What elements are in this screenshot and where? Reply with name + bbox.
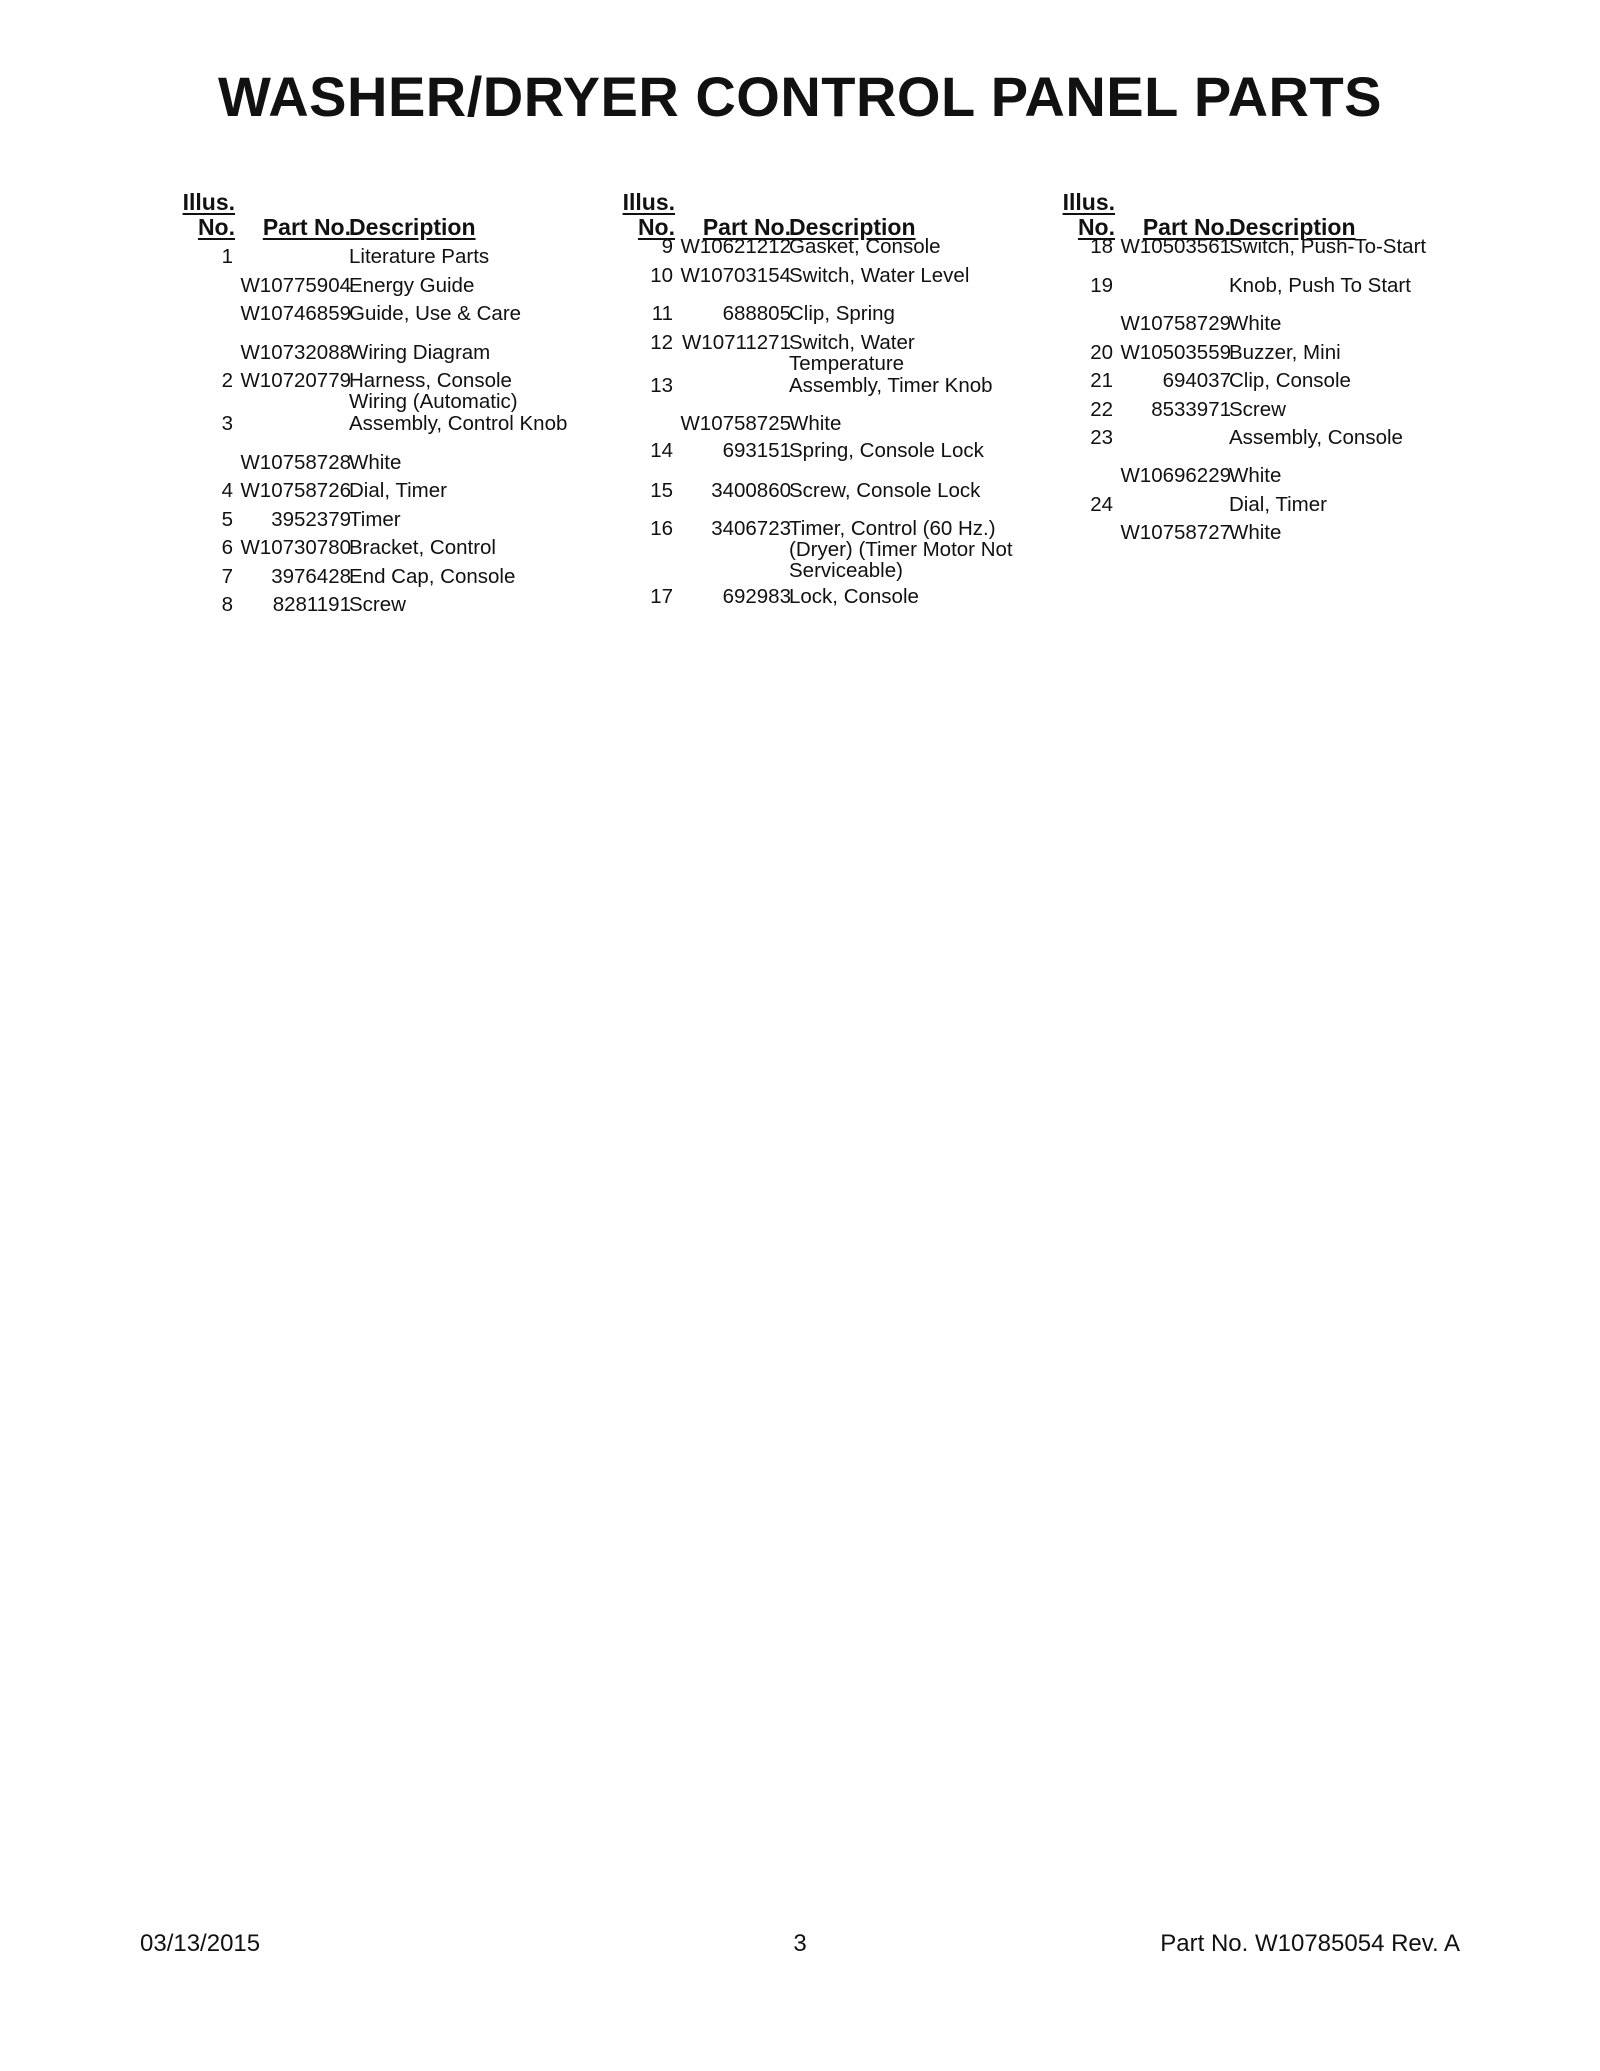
- illus-header-line2: No.: [197, 214, 235, 240]
- description-line: Clip, Console: [1229, 369, 1351, 392]
- part-no: W10703154: [680, 264, 791, 287]
- part-description: [349, 246, 589, 267]
- description-line: Spring, Console Lock: [789, 439, 984, 462]
- part-row: [145, 594, 585, 615]
- part-description: [349, 537, 589, 558]
- part-no: 694037: [1162, 369, 1231, 392]
- illus-no: 16: [650, 517, 673, 540]
- illus-header-line2: No.: [637, 214, 675, 240]
- part-row: [1025, 313, 1465, 334]
- description-line: Gasket, Console: [789, 235, 941, 258]
- part-no: W10503561: [1120, 235, 1231, 258]
- description-line: Assembly, Console: [1229, 426, 1403, 449]
- part-description: [789, 332, 1029, 374]
- illus-no: 15: [650, 479, 673, 502]
- part-description: [349, 342, 589, 363]
- part-no: W10758725: [680, 412, 791, 435]
- illus-no-header: [1063, 190, 1115, 240]
- description-line: Wiring Diagram: [349, 341, 491, 364]
- part-no: W10758728: [240, 451, 351, 474]
- illus-no: 1: [221, 245, 233, 268]
- description-line: Assembly, Timer Knob: [789, 374, 993, 397]
- part-description: [349, 275, 589, 296]
- part-no: 8533971: [1151, 398, 1231, 421]
- part-no: W10775904: [240, 274, 351, 297]
- part-no-header: Part No.: [1142, 214, 1231, 240]
- part-no: W10758729: [1120, 312, 1231, 335]
- parts-column-1: [145, 189, 585, 616]
- part-no: 3976428: [271, 565, 351, 588]
- footer-part-revision: Part No. W10785054 Rev. A: [1160, 1930, 1460, 1957]
- illus-header-line1: Illus.: [182, 189, 235, 215]
- part-description: [1229, 236, 1469, 257]
- part-no: W10730780: [240, 536, 351, 559]
- part-description: [789, 375, 1029, 396]
- part-description: [349, 303, 589, 324]
- part-description: [1229, 370, 1469, 391]
- illus-no: 12: [650, 331, 673, 354]
- description-line: Assembly, Control Knob: [349, 412, 568, 435]
- description-line: Screw, Console Lock: [789, 479, 981, 502]
- part-no: W10503559: [1120, 341, 1231, 364]
- part-row: [1025, 275, 1465, 296]
- description-line: Dial, Timer: [1229, 493, 1327, 516]
- part-row: [1025, 236, 1465, 257]
- illus-no-header: [183, 190, 235, 240]
- part-row: [585, 236, 1025, 257]
- part-row: [1025, 342, 1465, 363]
- part-row: [585, 440, 1025, 461]
- part-description: [789, 586, 1029, 607]
- illus-header-line1: Illus.: [1062, 189, 1115, 215]
- part-no: 3400860: [711, 479, 791, 502]
- description-header: Description: [349, 214, 476, 240]
- part-row: [145, 452, 585, 473]
- part-description: [1229, 342, 1469, 363]
- description-line: Screw: [349, 593, 406, 616]
- description-line: Harness, Console: [349, 369, 512, 392]
- part-row: [145, 566, 585, 587]
- illus-no: 14: [650, 439, 673, 462]
- illus-no: 21: [1090, 369, 1113, 392]
- part-row: [1025, 399, 1465, 420]
- description-line: Switch, Push-To-Start: [1229, 235, 1427, 258]
- description-header: Description: [789, 214, 916, 240]
- part-description: [789, 265, 1029, 286]
- illus-header-line2: No.: [1077, 214, 1115, 240]
- illus-no: 10: [650, 264, 673, 287]
- description-line: White: [1229, 464, 1282, 487]
- description-line: Guide, Use & Care: [349, 302, 522, 325]
- part-row: [585, 375, 1025, 396]
- part-row: [145, 342, 585, 363]
- description-line: Energy Guide: [349, 274, 475, 297]
- part-no: 688805: [722, 302, 791, 325]
- part-no-header: Part No.: [702, 214, 791, 240]
- part-description: [1229, 313, 1469, 334]
- description-line: Serviceable): [789, 559, 903, 582]
- part-row: [1025, 427, 1465, 448]
- part-description: [789, 413, 1029, 434]
- parts-column-2: [585, 189, 1025, 608]
- part-description: [1229, 427, 1469, 448]
- part-no: W10746859: [240, 302, 351, 325]
- part-description: [349, 370, 589, 412]
- part-description: [789, 518, 1029, 581]
- part-row: [1025, 494, 1465, 515]
- part-row: [145, 413, 585, 434]
- part-row: [145, 246, 585, 267]
- part-description: [349, 594, 589, 615]
- description-line: Dial, Timer: [349, 479, 447, 502]
- part-description: [1229, 275, 1469, 296]
- description-line: Timer, Control (60 Hz.): [789, 517, 996, 540]
- part-row: [585, 332, 1025, 374]
- part-row: [585, 265, 1025, 286]
- illus-no: 2: [221, 369, 233, 392]
- illus-no: 8: [221, 593, 233, 616]
- description-line: Knob, Push To Start: [1229, 274, 1411, 297]
- description-line: Switch, Water: [789, 331, 915, 354]
- illus-no: 20: [1090, 341, 1113, 364]
- footer-page-number: 3: [793, 1930, 807, 1957]
- description-line: Switch, Water Level: [789, 264, 970, 287]
- description-line: Bracket, Control: [349, 536, 496, 559]
- part-description: [789, 303, 1029, 324]
- illus-no: 23: [1090, 426, 1113, 449]
- part-no: W10720779: [240, 369, 351, 392]
- part-no: 8281191: [272, 593, 351, 616]
- illus-no: 18: [1090, 235, 1113, 258]
- description-line: White: [1229, 521, 1282, 544]
- part-description: [789, 480, 1029, 501]
- illus-no: 6: [221, 536, 233, 559]
- part-description: [1229, 465, 1469, 486]
- part-description: [349, 480, 589, 501]
- description-line: White: [1229, 312, 1282, 335]
- description-line: Wiring (Automatic): [349, 390, 518, 413]
- illus-header-line1: Illus.: [622, 189, 675, 215]
- part-description: [1229, 522, 1469, 543]
- column-header: [145, 190, 585, 242]
- page-title: WASHER/DRYER CONTROL PANEL PARTS: [217, 65, 1383, 128]
- part-no: W10711271: [681, 331, 791, 354]
- part-row: [145, 370, 585, 412]
- description-header: Description: [1229, 214, 1356, 240]
- part-description: [1229, 399, 1469, 420]
- part-description: [789, 440, 1029, 461]
- illus-no: 13: [650, 374, 673, 397]
- description-line: Timer: [349, 508, 401, 531]
- part-no: 692983: [722, 585, 791, 608]
- part-row: [1025, 522, 1465, 543]
- description-line: Temperature: [789, 352, 905, 375]
- part-row: [145, 537, 585, 558]
- part-description: [1229, 494, 1469, 515]
- description-line: White: [789, 412, 842, 435]
- description-line: Lock, Console: [789, 585, 919, 608]
- illus-no: 7: [221, 565, 233, 588]
- illus-no: 24: [1090, 493, 1113, 516]
- part-description: [349, 509, 589, 530]
- footer-date: 03/13/2015: [140, 1930, 261, 1957]
- part-row: [145, 275, 585, 296]
- part-description: [349, 566, 589, 587]
- part-no: W10696229: [1120, 464, 1231, 487]
- part-row: [585, 480, 1025, 501]
- part-no: W10758727: [1120, 521, 1231, 544]
- illus-no: 3: [221, 412, 233, 435]
- description-line: Screw: [1229, 398, 1286, 421]
- part-row: [585, 413, 1025, 434]
- part-description: [789, 236, 1029, 257]
- description-line: Clip, Spring: [789, 302, 895, 325]
- part-row: [145, 480, 585, 501]
- parts-column-3: [1025, 189, 1465, 544]
- illus-no: 17: [650, 585, 673, 608]
- part-row: [145, 509, 585, 530]
- description-line: White: [349, 451, 402, 474]
- illus-no: 19: [1090, 274, 1113, 297]
- part-row: [585, 303, 1025, 324]
- part-no: W10732088: [240, 341, 351, 364]
- part-no: 3952379: [271, 508, 351, 531]
- part-no: 3406723: [711, 517, 791, 540]
- illus-no: 5: [221, 508, 233, 531]
- description-line: End Cap, Console: [349, 565, 516, 588]
- part-no: W10621212: [680, 235, 791, 258]
- illus-no: 11: [651, 302, 673, 325]
- description-line: Literature Parts: [349, 245, 490, 268]
- description-line: (Dryer) (Timer Motor Not: [789, 538, 1013, 561]
- part-description: [349, 413, 589, 434]
- illus-no-header: [623, 190, 675, 240]
- part-row: [145, 303, 585, 324]
- part-no-header: Part No.: [262, 214, 351, 240]
- part-no: W10758726: [240, 479, 351, 502]
- part-row: [585, 518, 1025, 581]
- part-row: [1025, 465, 1465, 486]
- illus-no: 4: [221, 479, 233, 502]
- part-no: 693151: [722, 439, 791, 462]
- illus-no: 9: [661, 235, 673, 258]
- part-row: [585, 586, 1025, 607]
- illus-no: 22: [1090, 398, 1113, 421]
- part-description: [349, 452, 589, 473]
- part-row: [1025, 370, 1465, 391]
- description-line: Buzzer, Mini: [1229, 341, 1341, 364]
